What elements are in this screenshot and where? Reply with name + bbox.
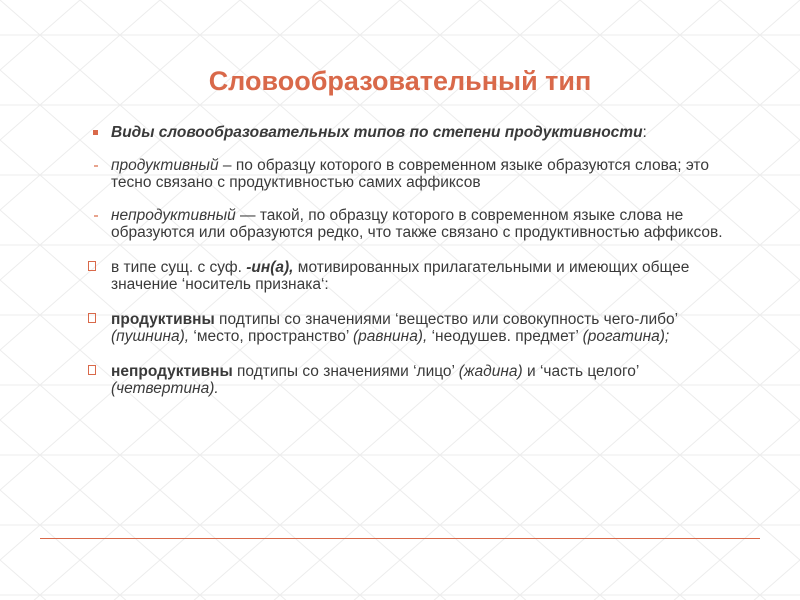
slide-content (88, 124, 728, 397)
box-bullet-icon (88, 365, 96, 375)
suffix-ina: -ин(а), (246, 259, 294, 276)
types-heading: Виды словообразовательных типов по степени продуктивности (111, 124, 643, 141)
dash-bullet-icon (94, 165, 98, 167)
list-item-productive-subtypes: продуктивны подтипы со значениями ‘вещество или совокупность чего-либо’ (пушнина), ‘место, пространство’ (равнина), ‘неодушев. предмет’ (рогатина); (88, 311, 728, 345)
term-unproductive: непродуктивный (111, 207, 236, 224)
list-item-productive: продуктивный – по образцу которого в современном языке образуются слова; это тесно связано с продуктивностью самих аффиксов (88, 157, 728, 191)
slide-title: Словообразовательный тип (208, 66, 592, 96)
dash-bullet-icon (94, 215, 98, 217)
term-productive: продуктивный (111, 157, 219, 174)
bottom-divider (40, 538, 760, 539)
box-bullet-icon (88, 261, 96, 271)
square-bullet-icon (93, 130, 98, 135)
list-item-unproductive: непродуктивный — такой, по образцу которого в современном языке слова не образуются или образуются редко, что также связано с продуктивностью аффиксов. (88, 207, 728, 241)
list-item-suffix-ina: в типе сущ. с суф. -ин(а), мотивированных прилагательными и имеющих общее значение ‘носитель признака‘: (88, 259, 728, 293)
box-bullet-icon (88, 313, 96, 323)
list-item-types: Виды словообразовательных типов по степени продуктивности: (88, 124, 728, 141)
list-item-unproductive-subtypes: непродуктивны подтипы со значениями ‘лицо’ (жадина) и ‘часть целого’ (четвертина). (88, 363, 728, 397)
